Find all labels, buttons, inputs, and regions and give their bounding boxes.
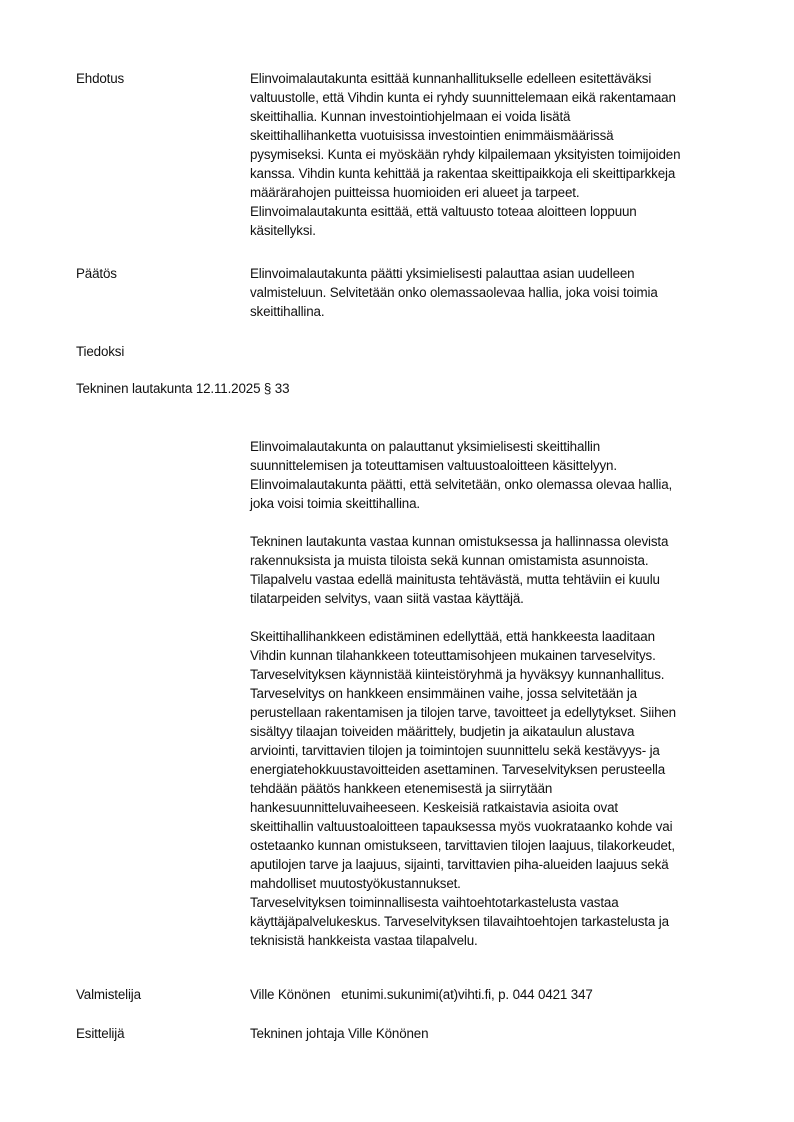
text-line: arviointi, tarvittavien tilojen ja toimintojen suunnittelu sekä kestävyys- ja bbox=[250, 743, 660, 758]
text-line: valtuustolle, että Vihdin kunta ei ryhdy suunnittelemaan eikä rakentamaan bbox=[250, 90, 676, 105]
text-line: tilatarpeiden selvitys, vaan siitä vastaa käyttäjä. bbox=[250, 591, 524, 606]
ehdotus-text bbox=[250, 69, 750, 240]
text-line: Elinvoimalautakunta päätti yksimielisesti palauttaa asian uudelleen bbox=[250, 266, 635, 281]
text-line: Tarveselvityksen toiminnallisesta vaihtoehtotarkastelusta vastaa bbox=[250, 895, 619, 910]
paragraph-1 bbox=[250, 437, 750, 513]
paatos-text bbox=[250, 264, 750, 321]
text-line: hankesuunnitteluvaiheeseen. Keskeisiä ratkaistavia asioita ovat bbox=[250, 800, 618, 815]
tiedoksi-label: Tiedoksi bbox=[76, 344, 125, 359]
text-line: Elinvoimalautakunta esittää, että valtuusto toteaa aloitteen loppuun bbox=[250, 204, 637, 219]
paragraph-3 bbox=[250, 627, 750, 950]
esittelija-label: Esittelijä bbox=[76, 1026, 125, 1041]
text-line: Elinvoimalautakunta päätti, että selvitetään, onko olemassa olevaa hallia, bbox=[250, 477, 673, 492]
esittelija-value: Tekninen johtaja Ville Könönen bbox=[250, 1026, 429, 1041]
text-line: Skeittihallihankkeen edistäminen edellyttää, että hankkeesta laaditaan bbox=[250, 629, 655, 644]
meeting-heading: Tekninen lautakunta 12.11.2025 § 33 bbox=[76, 381, 290, 396]
valmistelija-value: Ville Könönen etunimi.sukunimi(at)vihti.fi, p. 044 0421 347 bbox=[250, 987, 593, 1002]
text-line: käsitellyksi. bbox=[250, 223, 316, 238]
text-line: skeittihallia. Kunnan investointiohjelmaan ei voida lisätä bbox=[250, 109, 571, 124]
text-line: käyttäjäpalvelukeskus. Tarveselvityksen tilavaihtoehtojen tarkastelusta ja bbox=[250, 914, 669, 929]
text-line: Tarveselvityksen käynnistää kiinteistöryhmä ja hyväksyy kunnanhallitus. bbox=[250, 667, 665, 682]
text-line: sisältyy tilaajan toiveiden määrittely, budjetin ja aikataulun alustava bbox=[250, 724, 635, 739]
text-line: perustellaan rakentamisen ja tilojen tarve, tavoitteet ja edellytykset. Siihen bbox=[250, 705, 676, 720]
text-line: määrärahojen puitteissa huomioiden eri alueet ja tarpeet. bbox=[250, 185, 580, 200]
text-line: pysymiseksi. Kunta ei myöskään ryhdy kilpailemaan yksityisten toimijoiden bbox=[250, 147, 681, 162]
text-line: valmisteluun. Selvitetään onko olemassaolevaa hallia, joka voisi toimia bbox=[250, 285, 658, 300]
text-line: rakennuksista ja muista tiloista sekä kunnan omistamista asunnoista. bbox=[250, 553, 649, 568]
text-line: energiatehokkuustavoitteiden asettaminen. Tarveselvityksen perusteella bbox=[250, 762, 666, 777]
text-line: mahdolliset muutostyökustannukset. bbox=[250, 876, 461, 891]
body-text bbox=[250, 437, 750, 950]
paatos-label: Päätös bbox=[76, 266, 117, 281]
text-line: Tekninen lautakunta vastaa kunnan omistuksessa ja hallinnassa olevista bbox=[250, 534, 669, 549]
text-line: skeittihallin valtuustoaloitteen tapauksessa myös vuokrataanko kohde vai bbox=[250, 819, 673, 834]
text-line: Vihdin kunnan tilahankkeen toteuttamisohjeen mukainen tarveselvitys. bbox=[250, 648, 656, 663]
text-line: suunnittelemisen ja toteuttamisen valtuustoaloitteen käsittelyyn. bbox=[250, 458, 617, 473]
text-line: joka voisi toimia skeittihallina. bbox=[250, 496, 420, 511]
text-line: Elinvoimalautakunta on palauttanut yksimielisesti skeittihallin bbox=[250, 439, 601, 454]
ehdotus-label: Ehdotus bbox=[76, 71, 125, 86]
text-line: skeittihallina. bbox=[250, 304, 325, 319]
text-line: Elinvoimalautakunta esittää kunnanhallitukselle edelleen esitettäväksi bbox=[250, 71, 652, 86]
text-line: kanssa. Vihdin kunta kehittää ja rakentaa skeittipaikkoja eli skeittiparkkeja bbox=[250, 166, 676, 181]
text-line: aputilojen tarve ja laajuus, sijainti, tarvittavien piha-alueiden laajuus sekä bbox=[250, 857, 669, 872]
text-line: ostetaanko kunnan omistukseen, tarvittavien tilojen laajuus, tilakorkeudet, bbox=[250, 838, 675, 853]
text-line: Tilapalvelu vastaa edellä mainitusta tehtävästä, mutta tehtäviin ei kuulu bbox=[250, 572, 660, 587]
text-line: skeittihallihanketta vuotuisissa investointien enimmäismäärissä bbox=[250, 128, 614, 143]
text-line: tehdään päätös hankkeen etenemisestä ja siirrytään bbox=[250, 781, 553, 796]
paragraph-2 bbox=[250, 532, 750, 608]
text-line: Tarveselvitys on hankkeen ensimmäinen vaihe, jossa selvitetään ja bbox=[250, 686, 637, 701]
text-line: teknisistä hankkeista vastaa tilapalvelu. bbox=[250, 933, 478, 948]
valmistelija-label: Valmistelija bbox=[76, 987, 141, 1002]
